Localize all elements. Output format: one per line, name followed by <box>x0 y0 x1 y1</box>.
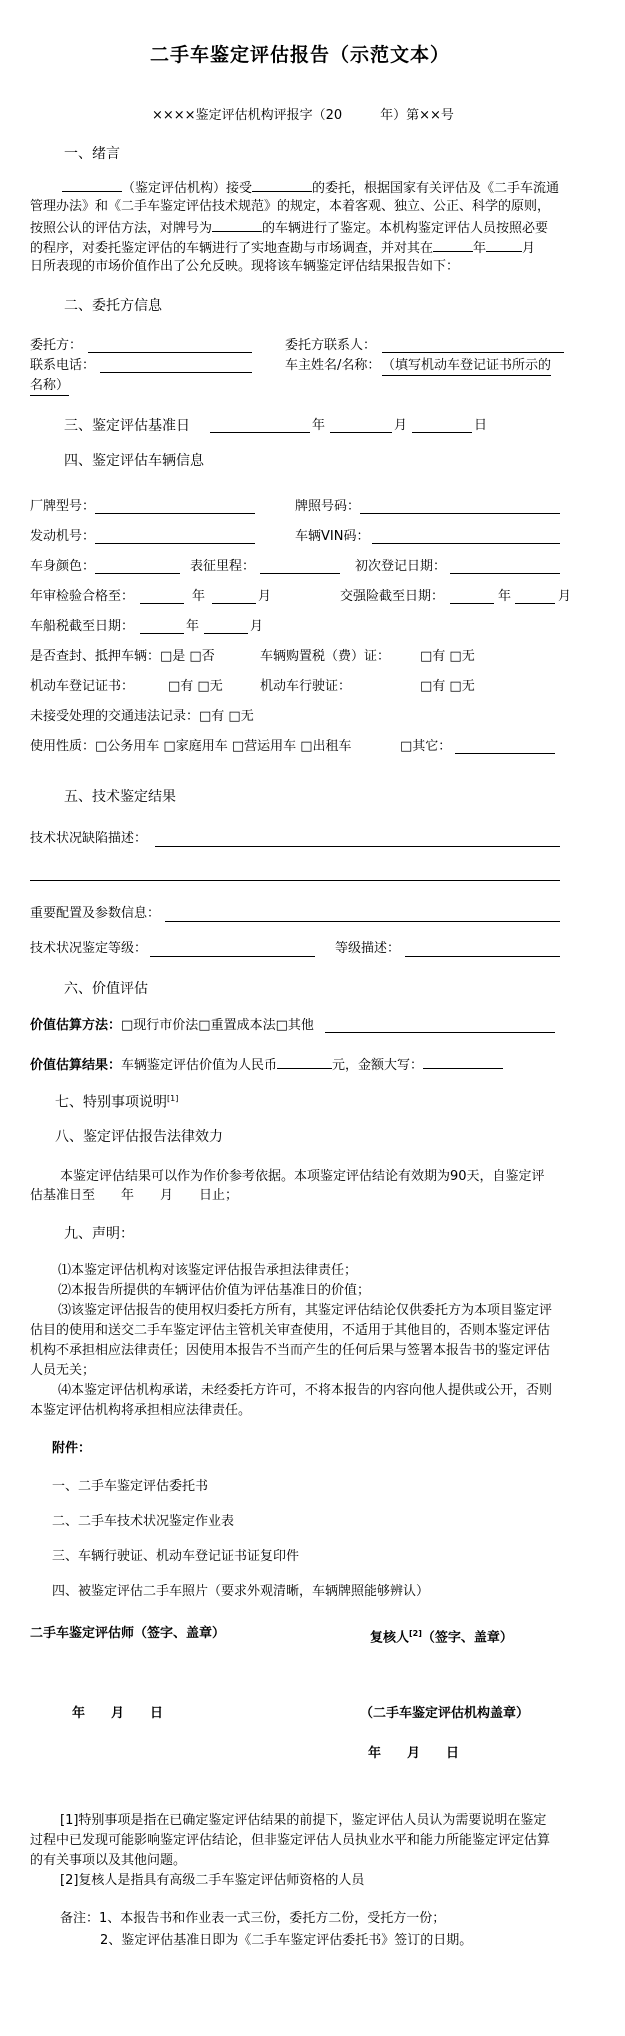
intro-text-1a: （鉴定评估机构）接受 <box>122 181 253 196</box>
tax-month-field[interactable] <box>204 633 248 634</box>
org-seal-label: （二手车鉴定评估机构盖章） <box>360 1706 530 1721</box>
intro-line-4 <box>30 238 535 258</box>
assessor-signature-label: 二手车鉴定评估师（签字、盖章） <box>30 1626 226 1641</box>
declaration-2: ⑵本报告所提供的车辆评估价值为评估基准日的价值； <box>58 1283 371 1298</box>
license-checkbox[interactable]: □有 □无 <box>420 679 475 694</box>
defects-label: 技术状况缺陷描述： <box>30 831 148 846</box>
inspect-month-label: 月 <box>258 589 272 604</box>
reg-cert-label: 机动车登记证书： <box>30 679 135 694</box>
declaration-1: ⑴本鉴定评估机构对该鉴定评估报告承担法律责任； <box>58 1263 358 1278</box>
reviewer-signature-label <box>370 1625 513 1647</box>
seized-checkbox-row[interactable]: 是否查封、抵押车辆：□是 □否 <box>30 649 215 664</box>
violation-checkbox-row[interactable]: 未接受处理的交通违法记录：□有 □无 <box>30 709 254 724</box>
footnote-ref-1[interactable]: [1] <box>167 1094 179 1103</box>
declaration-4-line-1: ⑷本鉴定评估机构承诺，未经委托方许可，不将本报告的内容向他人提供或公开，否则 <box>58 1383 553 1398</box>
tax-year-field[interactable] <box>140 633 184 634</box>
declaration-3-line-4: 人员无关； <box>30 1363 96 1378</box>
intro-text-4a: 的程序，对委托鉴定评估的车辆进行了实地查勘与市场调查，并对其在 <box>30 241 434 256</box>
section-9-heading: 九、声明： <box>64 1226 134 1242</box>
result-amount-field[interactable] <box>277 1055 332 1069</box>
purchase-tax-checkbox[interactable]: □有 □无 <box>420 649 475 664</box>
intro-line-5: 日所表现的市场价值作出了公允反映。现将该车辆鉴定评估结果报告如下： <box>30 259 460 274</box>
inspect-year-field[interactable] <box>140 603 184 604</box>
odometer-field[interactable] <box>260 573 340 574</box>
client-label: 委托方： <box>30 338 83 353</box>
owner-hint-cont: 名称） <box>30 377 69 396</box>
phone-label: 联系电话： <box>30 358 96 373</box>
section-8-heading: 八、鉴定评估报告法律效力 <box>55 1129 223 1145</box>
page-title: 二手车鉴定评估报告（示范文本） <box>150 44 451 66</box>
doc-number-prefix: ××××鉴定评估机构评报字（20 <box>152 108 343 123</box>
plate-field[interactable] <box>360 513 560 514</box>
attachment-4: 四、被鉴定评估二手车照片（要求外观清晰，车辆牌照能够辨认） <box>52 1584 430 1599</box>
insurance-month-label: 月 <box>558 589 572 604</box>
validity-line-1: 本鉴定评估结果可以作为作价参考依据。本项鉴定评估结论有效期为90天，自鉴定评 <box>60 1169 545 1184</box>
intro-line-3 <box>30 218 548 238</box>
defects-field-line-2[interactable] <box>30 880 560 881</box>
contact-field[interactable] <box>382 352 564 353</box>
attachment-1: 一、二手车鉴定评估委托书 <box>52 1479 209 1494</box>
intro-text-3b: 的车辆进行了鉴定。本机构鉴定评估人员按照必要 <box>262 221 549 236</box>
base-date-day-field[interactable] <box>412 432 472 433</box>
result-words-field[interactable] <box>423 1055 503 1069</box>
engine-label: 发动机号： <box>30 529 96 544</box>
usage-checkbox-row[interactable]: 使用性质：□公务用车 □家庭用车 □营运用车 □出租车 <box>30 739 352 754</box>
intro-text-1b: 的委托，根据国家有关评估及《二手车流通 <box>312 181 560 196</box>
owner-label: 车主姓名/名称： <box>285 358 381 373</box>
client-field[interactable] <box>88 352 252 353</box>
tax-month-label: 月 <box>250 619 264 634</box>
org-date: 年 月 日 <box>368 1746 460 1761</box>
year-blank[interactable] <box>433 238 473 252</box>
method-options[interactable]: □现行市价法□重置成本法□其他 <box>121 1018 314 1033</box>
intro-line-1 <box>62 178 559 198</box>
footnote-1-line-3: 的有关事项以及其他问题。 <box>30 1853 187 1868</box>
config-field[interactable] <box>165 921 560 922</box>
insurance-year-field[interactable] <box>450 603 494 604</box>
usage-other-label: □其它： <box>400 739 452 754</box>
section-2-heading: 二、委托方信息 <box>64 298 162 314</box>
grade-field[interactable] <box>150 956 315 957</box>
attachments-heading: 附件： <box>52 1441 92 1456</box>
method-row[interactable] <box>30 1017 314 1035</box>
result-yuan-text: 元，金额大写： <box>332 1058 424 1073</box>
intro-line-2: 管理办法》和《二手车鉴定评估技术规范》的规定，本着客观、独立、公正、科学的原则， <box>30 199 551 214</box>
brand-field[interactable] <box>95 513 255 514</box>
color-label: 车身颜色： <box>30 559 96 574</box>
inspect-year-label: 年 <box>192 589 206 604</box>
phone-field[interactable] <box>100 372 252 373</box>
intro-text-4c: 月 <box>522 241 536 256</box>
engine-field[interactable] <box>95 543 255 544</box>
client-blank[interactable] <box>252 178 312 192</box>
base-date-year-label: 年 <box>312 418 326 433</box>
declaration-3-line-1: ⑶该鉴定评估报告的使用权归委托方所有，其鉴定评估结论仅供委托方为本项目鉴定评 <box>58 1303 553 1318</box>
doc-number-suffix: 年）第××号 <box>380 108 454 123</box>
purchase-tax-label: 车辆购置税（费）证： <box>260 649 391 664</box>
footnote-2: [2]复核人是指具有高级二手车鉴定评估师资格的人员 <box>60 1873 365 1888</box>
grade-label: 技术状况鉴定等级： <box>30 941 148 956</box>
section-7-heading <box>55 1090 178 1112</box>
grade-desc-field[interactable] <box>405 956 560 957</box>
base-date-month-field[interactable] <box>330 432 392 433</box>
base-date-day-label: 日 <box>474 418 488 433</box>
footnote-1-line-1: [1]特别事项是指在已确定鉴定评估结果的前提下，鉴定评估人员认为需要说明在鉴定 <box>60 1813 547 1828</box>
method-other-field[interactable] <box>325 1032 555 1033</box>
license-label: 机动车行驶证： <box>260 679 352 694</box>
inspect-label: 年审检验合格至： <box>30 589 135 604</box>
footnote-1-line-2: 过程中已发现可能影响鉴定评估结论，但非鉴定评估人员执业水平和能力所能鉴定评定估算 <box>30 1833 551 1848</box>
first-reg-label: 初次登记日期： <box>355 559 447 574</box>
remark-1: 备注：1、本报告书和作业表一式三份，委托方二份，受托方一份； <box>60 1911 446 1926</box>
insurance-label: 交强险截至日期： <box>340 589 445 604</box>
section-6-heading: 六、价值评估 <box>64 981 148 997</box>
plate-blank[interactable] <box>212 218 262 232</box>
color-field[interactable] <box>95 573 180 574</box>
insurance-year-label: 年 <box>498 589 512 604</box>
contact-label: 委托方联系人： <box>285 338 377 353</box>
usage-other-field[interactable] <box>455 753 555 754</box>
base-date-year-field[interactable] <box>210 432 310 433</box>
base-date-month-label: 月 <box>394 418 408 433</box>
section-7-title: 七、特别事项说明 <box>55 1094 167 1111</box>
footnote-ref-2[interactable]: [2] <box>409 1629 422 1638</box>
owner-hint: （填写机动车登记证书所示的 <box>382 357 551 376</box>
tax-label: 车船税截至日期： <box>30 619 135 634</box>
section-3-heading: 三、鉴定评估基准日 <box>64 418 190 434</box>
plate-label: 牌照号码： <box>295 499 361 514</box>
assessor-date: 年 月 日 <box>72 1706 164 1721</box>
attachment-3: 三、车辆行驶证、机动车登记证书证复印件 <box>52 1549 300 1564</box>
section-5-heading: 五、技术鉴定结果 <box>64 789 176 805</box>
odometer-label: 表征里程： <box>190 559 256 574</box>
intro-text-4b: 年 <box>473 241 487 256</box>
tax-year-label: 年 <box>186 619 200 634</box>
intro-text-3a: 按照公认的评估方法，对牌号为 <box>30 221 213 236</box>
first-reg-field[interactable] <box>450 573 560 574</box>
declaration-3-line-3: 机构不承担相应法律责任；因使用本报告不当而产生的任何后果与签署本报告书的鉴定评估 <box>30 1343 551 1358</box>
result-label: 价值估算结果： <box>30 1058 122 1073</box>
brand-label: 厂牌型号： <box>30 499 96 514</box>
result-text: 车辆鉴定评估价值为人民币 <box>121 1058 278 1073</box>
validity-line-2: 估基准日至 年 月 日止； <box>30 1188 239 1203</box>
document-number <box>152 107 454 125</box>
month-blank[interactable] <box>486 238 522 252</box>
inspect-month-field[interactable] <box>212 603 256 604</box>
vin-field[interactable] <box>372 543 560 544</box>
declaration-4-line-2: 本鉴定评估机构将承担相应法律责任。 <box>30 1403 252 1418</box>
method-label: 价值估算方法： <box>30 1018 122 1033</box>
agency-blank[interactable] <box>62 178 122 192</box>
result-row <box>30 1055 503 1075</box>
reviewer-tail: （签字、盖章） <box>421 1630 513 1646</box>
config-label: 重要配置及参数信息： <box>30 906 161 921</box>
declaration-3-line-2: 估目的使用和送交二手车鉴定评估主管机关审查使用，不适用于其他目的，否则本鉴定评估 <box>30 1323 551 1338</box>
grade-desc-label: 等级描述： <box>335 941 401 956</box>
reg-cert-checkbox[interactable]: □有 □无 <box>168 679 223 694</box>
attachment-2: 二、二手车技术状况鉴定作业表 <box>52 1514 235 1529</box>
section-4-heading: 四、鉴定评估车辆信息 <box>64 453 204 469</box>
reviewer-text: 复核人 <box>370 1630 410 1646</box>
remark-2: 2、鉴定评估基准日即为《二手车鉴定评估委托书》签订的日期。 <box>100 1933 473 1948</box>
defects-field[interactable] <box>155 846 560 847</box>
vin-label: 车辆VIN码： <box>295 529 370 544</box>
section-1-heading: 一、绪言 <box>64 146 120 162</box>
insurance-month-field[interactable] <box>515 603 555 604</box>
